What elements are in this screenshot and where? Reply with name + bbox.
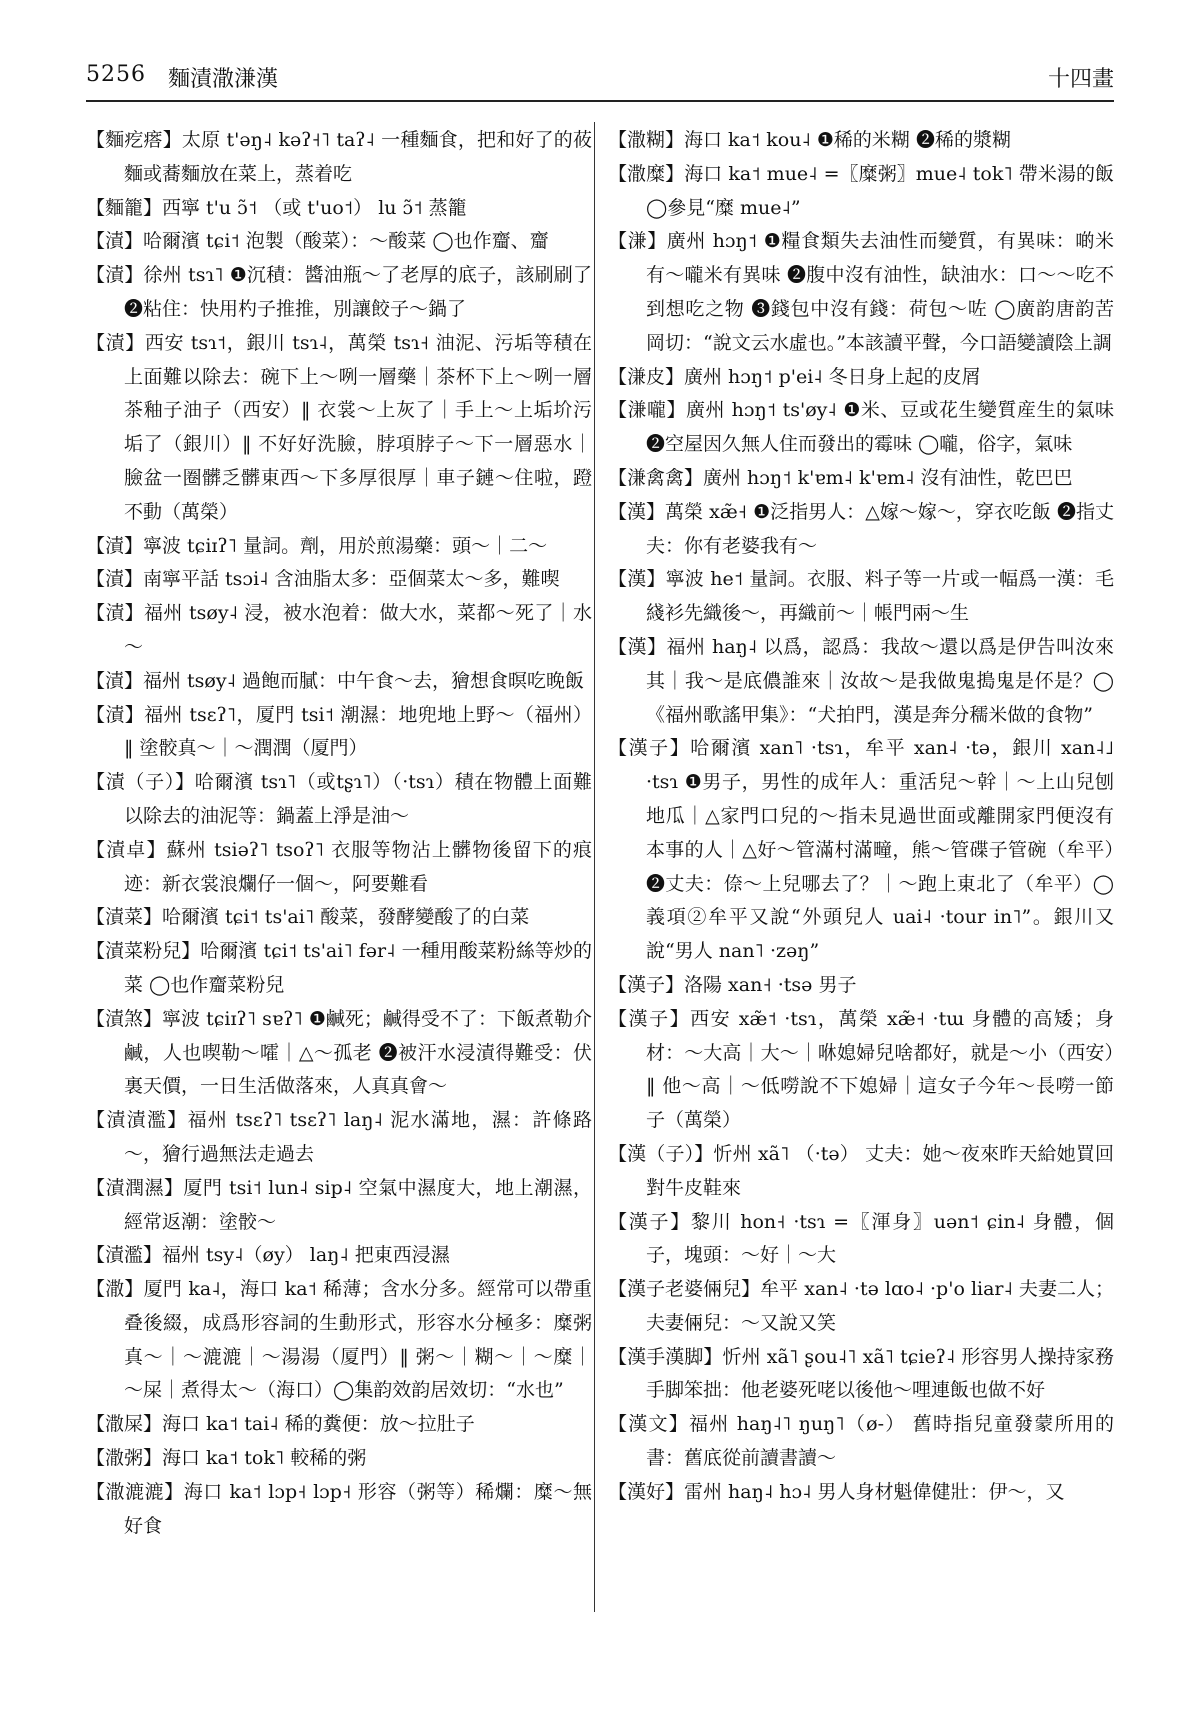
dictionary-entry: 【漢子】哈爾濱 xan˥ ·tsɿ，牟平 xan˨ ·tə，銀川 xan˨˩ ·tsɿ ❶男子，男性的成年人：重活兒～幹｜～上山兒刨地瓜｜△家門口兒的～指未見過世面或離開家門便沒有本事的人｜△好～管滿村滿疃，熊～管碟子管碗（牟平）❷丈夫：倷～上兒哪去了？｜～跑上東北了（牟平）◯義項②牟平又說“外頭兒人 uai˨ ·tour in˥”。銀川又說“男人 nan˥ ·zəŋ”	[608, 737, 1114, 963]
page-header	[86, 56, 1114, 102]
dictionary-entry: 【漬菜】哈爾濱 tɕi˦ ts'ai˥ 酸菜，發酵變酸了的白菜	[86, 906, 530, 929]
dictionary-entry: 【潵】厦門 ka˨，海口 ka˦ 稀薄；含水分多。經常可以帶重叠後綴，成爲形容詞的生動形式，形容水分極多：糜粥真～｜～漉漉｜～湯湯（厦門）‖ 粥～｜糊～｜～糜｜～屎｜煮得太～（海口）◯集韵效韵居效切：“水也”	[86, 1278, 592, 1402]
dictionary-entry: 【漢】萬榮 xæ̃˧ ❶泛指男人：△嫁～嫁～，穿衣吃飯 ❷指丈夫：你有老婆我有～	[608, 500, 1114, 557]
dictionary-entry: 【潵粥】海口 ka˦ tok˥ 較稀的粥	[86, 1447, 367, 1470]
dictionary-entry: 【潵漉漉】海口 ka˦ lɔp˧ lɔp˧ 形容（粥等）稀爛：糜～無好食	[86, 1480, 592, 1537]
head-characters: 麵漬潵溓漢	[168, 67, 279, 92]
dictionary-entry: 【溓禽禽】廣州 hɔŋ˦ k'ɐm˨ k'ɐm˨ 沒有油性，乾巴巴	[608, 466, 1073, 489]
dictionary-entry: 【漬】福州 tsøy˨ 過飽而膩：中午食～去，獪想食暝吃晚飯	[86, 669, 585, 692]
dictionary-entry: 【麵疙瘩】太原 t'əŋ˨ kəʔ˧˥ taʔ˨ 一種麵食，把和好了的莜麵或蕎麵放在菜上，蒸着吃	[86, 129, 592, 185]
dictionary-entry: 【漬煞】寧波 tɕiɪʔ˥ sɐʔ˥ ❶鹹死；鹹得受不了：下飯煮勒介鹹，人也喫勒～嚯｜△～孤老 ❷被汗水浸漬得難受：伏裏天價，一日生活做落來，人真真會～	[86, 1007, 592, 1098]
dictionary-entry: 【漬】哈爾濱 tɕi˦ 泡製（酸菜）：～酸菜 ◯也作齏、齏	[86, 230, 549, 253]
dictionary-entry: 【溓嚨】廣州 hɔŋ˦ ts'øy˨ ❶米、豆或花生變質産生的氣味 ❷空屋因久無人住而發出的霉味 ◯嚨，俗字，氣味	[608, 399, 1114, 456]
dictionary-entry: 【漬漬濫】福州 tsɛʔ˥ tsɛʔ˥ laŋ˨ 泥水滿地，濕：許條路～，獪行過無法走過去	[86, 1109, 592, 1165]
column-divider	[594, 122, 595, 1612]
dictionary-entry: 【漢】寧波 he˦ 量詞。衣服、料子等一片或一幅爲一漢：毛綫衫先織後～，再織前～｜帳門兩～生	[608, 568, 1114, 625]
dictionary-entry: 【潵糊】海口 ka˦ kou˨ ❶稀的米糊 ❷稀的漿糊	[608, 129, 1011, 151]
dictionary-entry: 【漢子老婆倆兒】牟平 xan˨ ·tə lɑo˨ ·p'o liar˨ 夫妻二人；夫妻倆兒：～又說又笑	[608, 1278, 1114, 1334]
dictionary-entry: 【漢文】福州 haŋ˨˥ ŋuŋ˥（ø-） 舊時指兒童發蒙所用的書：舊底從前讀書讀～	[608, 1413, 1114, 1470]
dictionary-entry: 【溓皮】廣州 hɔŋ˦ p'ei˨ 冬日身上起的皮屑	[608, 365, 981, 388]
dictionary-entry: 【漬】福州 tsøy˨ 浸，被水泡着：做大水，菜都～死了｜水～	[86, 602, 592, 658]
dictionary-entry: 【漬】南寧平話 tsɔi˨ 含油脂太多：亞個菜太～多，難喫	[86, 568, 560, 591]
dictionary-entry: 【漢（子）】忻州 xã˥ （·tə） 丈夫：她～夜來昨天給她買回對牛皮鞋來	[608, 1142, 1114, 1199]
dictionary-entry: 【漬】福州 tsɛʔ˥，厦門 tsi˦ 潮濕：地兜地上野～（福州）‖ 塗骹真～｜～潤潤（厦門）	[86, 703, 592, 760]
dictionary-entry: 【潵糜】海口 ka˦ mue˨ =〖糜粥〗mue˨ tok˥ 帶米湯的飯 ◯參見“糜 mue˨”	[608, 162, 1114, 219]
dictionary-entry: 【漢好】雷州 haŋ˨ hɔ˨ 男人身材魁偉健壯：伊～，又	[608, 1480, 1065, 1503]
stroke-section-label: 十四畫	[1047, 67, 1114, 92]
left-column	[86, 124, 592, 1543]
dictionary-entry: 【漬潤濕】厦門 tsi˦ lun˨ sip˨ 空氣中濕度大，地上潮濕，經常返潮：塗骹～	[86, 1176, 592, 1233]
page-number: 5256	[86, 62, 146, 87]
right-column	[608, 124, 1114, 1510]
dictionary-entry: 【漢】福州 haŋ˨ 以爲，認爲：我故～還以爲是伊告叫汝來其｜我～是底儂誰來｜汝故～是我做鬼搗鬼是伓是？◯《福州歌謠甲集》：“犬拍門，漢是奔分穤米做的食物”	[608, 635, 1114, 726]
dictionary-entry: 【漬（子）】哈爾濱 tsɿ˥（或tʂɿ˥）（·tsɿ）積在物體上面難以除去的油泥等：鍋蓋上淨是油～	[86, 771, 592, 827]
dictionary-entry: 【漬卓】蘇州 tsiəʔ˥ tsoʔ˥ 衣服等物沾上髒物後留下的痕迹：新衣裳浪爛仔一個～，阿要難看	[86, 838, 592, 895]
dictionary-entry: 【漬】寧波 tɕiɪʔ˥ 量詞。劑，用於煎湯藥：頭～｜二～	[86, 534, 548, 557]
dictionary-entry: 【漬菜粉兒】哈爾濱 tɕi˦ ts'ai˥ fər˨ 一種用酸菜粉絲等炒的菜 ◯也作齏菜粉兒	[86, 940, 592, 996]
dictionary-entry: 【漢子】黎川 hon˧ ·tsɿ =〖渾身〗uən˦ ɕin˨ 身體，個子，塊頭：～好｜～大	[608, 1210, 1114, 1267]
dictionary-entry: 【漢子】洛陽 xan˧ ·tsə 男子	[608, 973, 857, 996]
dictionary-entry: 【溓】廣州 hɔŋ˦ ❶糧食類失去油性而變質，有異味：啲米有～嚨米有異味 ❷腹中沒有油性，缺油水：口～～吃不到想吃之物 ❸錢包中沒有錢：荷包～咗 ◯廣韵唐韵苦岡切：“說文云水虛也。”本該讀平聲，今口語變讀陰上調	[608, 230, 1114, 354]
dictionary-entry: 【麵籠】西寧 t'u ɔ̃˦ （或 t'uo˦） lu ɔ̃˦ 蒸籠	[86, 196, 467, 219]
dictionary-entry: 【漢手漢脚】忻州 xã˥ ʂou˨˥ xã˥ tɕieʔ˨ 形容男人操持家務手脚笨拙：他老婆死咾以後他～哩連飯也做不好	[608, 1345, 1114, 1402]
dictionary-entry: 【漬濫】福州 tsy˨（øy） laŋ˨ 把東西浸濕	[86, 1244, 450, 1267]
dictionary-entry: 【潵屎】海口 ka˦ tai˨ 稀的糞便：放～拉肚子	[86, 1413, 475, 1436]
dictionary-entry: 【漬】西安 tsɿ˦，銀川 tsɿ˨，萬榮 tsɿ˧ 油泥、污垢等積在上面難以除去：碗下上～咧一層藥｜茶杯下上～咧一層茶釉子油子（西安）‖ 衣裳～上灰了｜手上～上垢圿污垢了（銀川）‖ 不好好洗臉，脖項脖子～下一層惡水｜臉盆一圈髒乏髒東西～下多厚很厚｜車子鏈～住啦，蹬不動（萬榮）	[86, 331, 592, 523]
dictionary-entry: 【漢子】西安 xæ̃˦ ·tsɿ，萬榮 xæ̃˧ ·tɯ 身體的高矮；身材：～大高｜大～｜咻媳婦兒啥都好，就是～小（西安）‖ 他～高｜～低嘮說不下媳婦｜這女子今年～長嘮一節子（萬榮）	[608, 1007, 1114, 1132]
dictionary-entry: 【漬】徐州 tsɿ˥ ❶沉積：醬油瓶～了老厚的底子，該刷刷了 ❷粘住：快用杓子推推，別讓餃子～鍋了	[86, 264, 592, 320]
